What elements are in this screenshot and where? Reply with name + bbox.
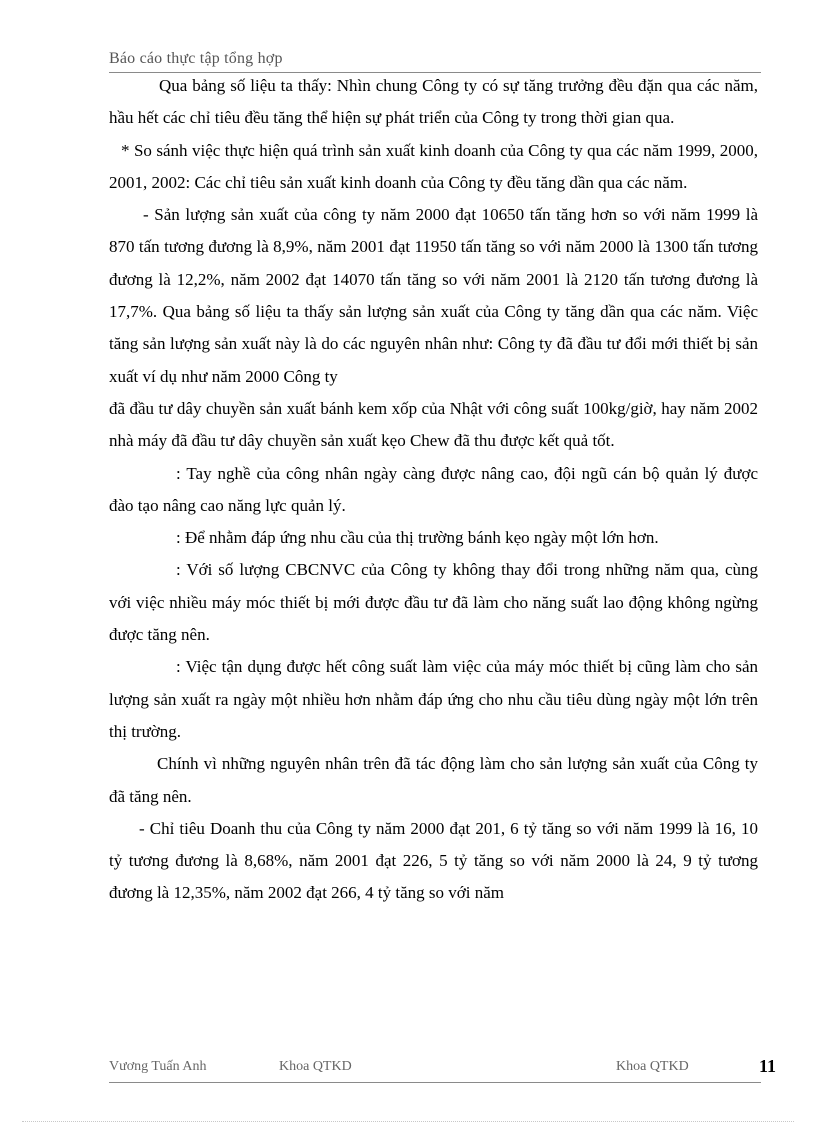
paragraph: : Việc tận dụng được hết công suất làm việc của máy móc thiết bị cũng làm cho sản lượng sản xuất ra ngày một nhiều hơn nhằm đáp ứng cho nhu cầu tiêu dùng ngày một lớn trên thị trường. (109, 657, 758, 741)
paragraph: : Để nhằm đáp ứng nhu cầu của thị trường bánh kẹo ngày một lớn hơn. (176, 528, 659, 548)
paragraph: - Sản lượng sản xuất của công ty năm 2000 đạt 10650 tấn tăng hơn so với năm 1999 là 870 tấn tương đương là 8,9%, năm 2001 đạt 11950 tấn tăng so với năm 2000 là 1300 tấn tương đương là 12,2%, năm 2002 đạt 14070 tấn tăng so với năm 2001 là 2120 tấn tương đương là 17,7%. Qua bảng số liệu ta thấy sản lượng sản xuất của Công ty tăng dần qua các năm. Việc tăng sản lượng sản xuất này là do các nguyên nhân như: Công ty đã đầu tư đổi mới thiết bị sản xuất ví dụ như năm 2000 Công ty (109, 205, 758, 386)
paragraph: Chính vì những nguyên nhân trên đã tác động làm cho sản lượng sản xuất của Công ty đã tăng nên. (109, 754, 758, 806)
paragraph: Qua bảng số liệu ta thấy: Nhìn chung Công ty có sự tăng trưởng đều đặn qua các năm, hầu hết các chỉ tiêu đều tăng thể hiện sự phát triển của Công ty trong thời gian qua. (109, 76, 758, 128)
page-number: 11 (759, 1056, 777, 1076)
paragraph: - Chỉ tiêu Doanh thu của Công ty năm 2000 đạt 201, 6 tỷ tăng so với năm 1999 là 16, 10 tỷ tương đương là 8,68%, năm 2001 đạt 226, 5 tỷ tăng so với năm 2000 là 24, 9 tỷ tương đương là 12,35%, năm 2002 đạt 266, 4 tỷ tăng so với năm (109, 818, 758, 903)
page-bottom-divider (22, 1121, 794, 1122)
footer-department-right: Khoa QTKD (616, 1059, 689, 1074)
page-footer (109, 1056, 777, 1083)
paragraph: * So sánh việc thực hiện quá trình sản xuất kinh doanh của Công ty qua các năm 1999, 2000, 2001, 2002: Các chỉ tiêu sản xuất kinh doanh của Công ty đều tăng dần qua các năm. (109, 140, 758, 192)
paragraph: : Với số lượng CBCNVC của Công ty không thay đổi trong những năm qua, cùng với việc nhiều máy móc thiết bị mới được đầu tư đã làm cho năng suất lao động không ngừng được tăng nên. (109, 560, 758, 645)
header-title: Báo cáo thực tập tổng hợp (109, 50, 283, 67)
footer-department-left: Khoa QTKD (279, 1059, 352, 1074)
footer-author: Vương Tuấn Anh (109, 1059, 207, 1074)
document-body (109, 70, 758, 910)
paragraph: : Tay nghề của công nhân ngày càng được nâng cao, đội ngũ cán bộ quản lý được đào tạo nâng cao năng lực quản lý. (109, 463, 758, 515)
paragraph: đã đầu tư dây chuyền sản xuất bánh kem xốp của Nhật với công suất 100kg/giờ, hay năm 2002 nhà máy đã đầu tư dây chuyền sản xuất kẹo Chew đã thu được kết quả tốt. (109, 398, 758, 451)
